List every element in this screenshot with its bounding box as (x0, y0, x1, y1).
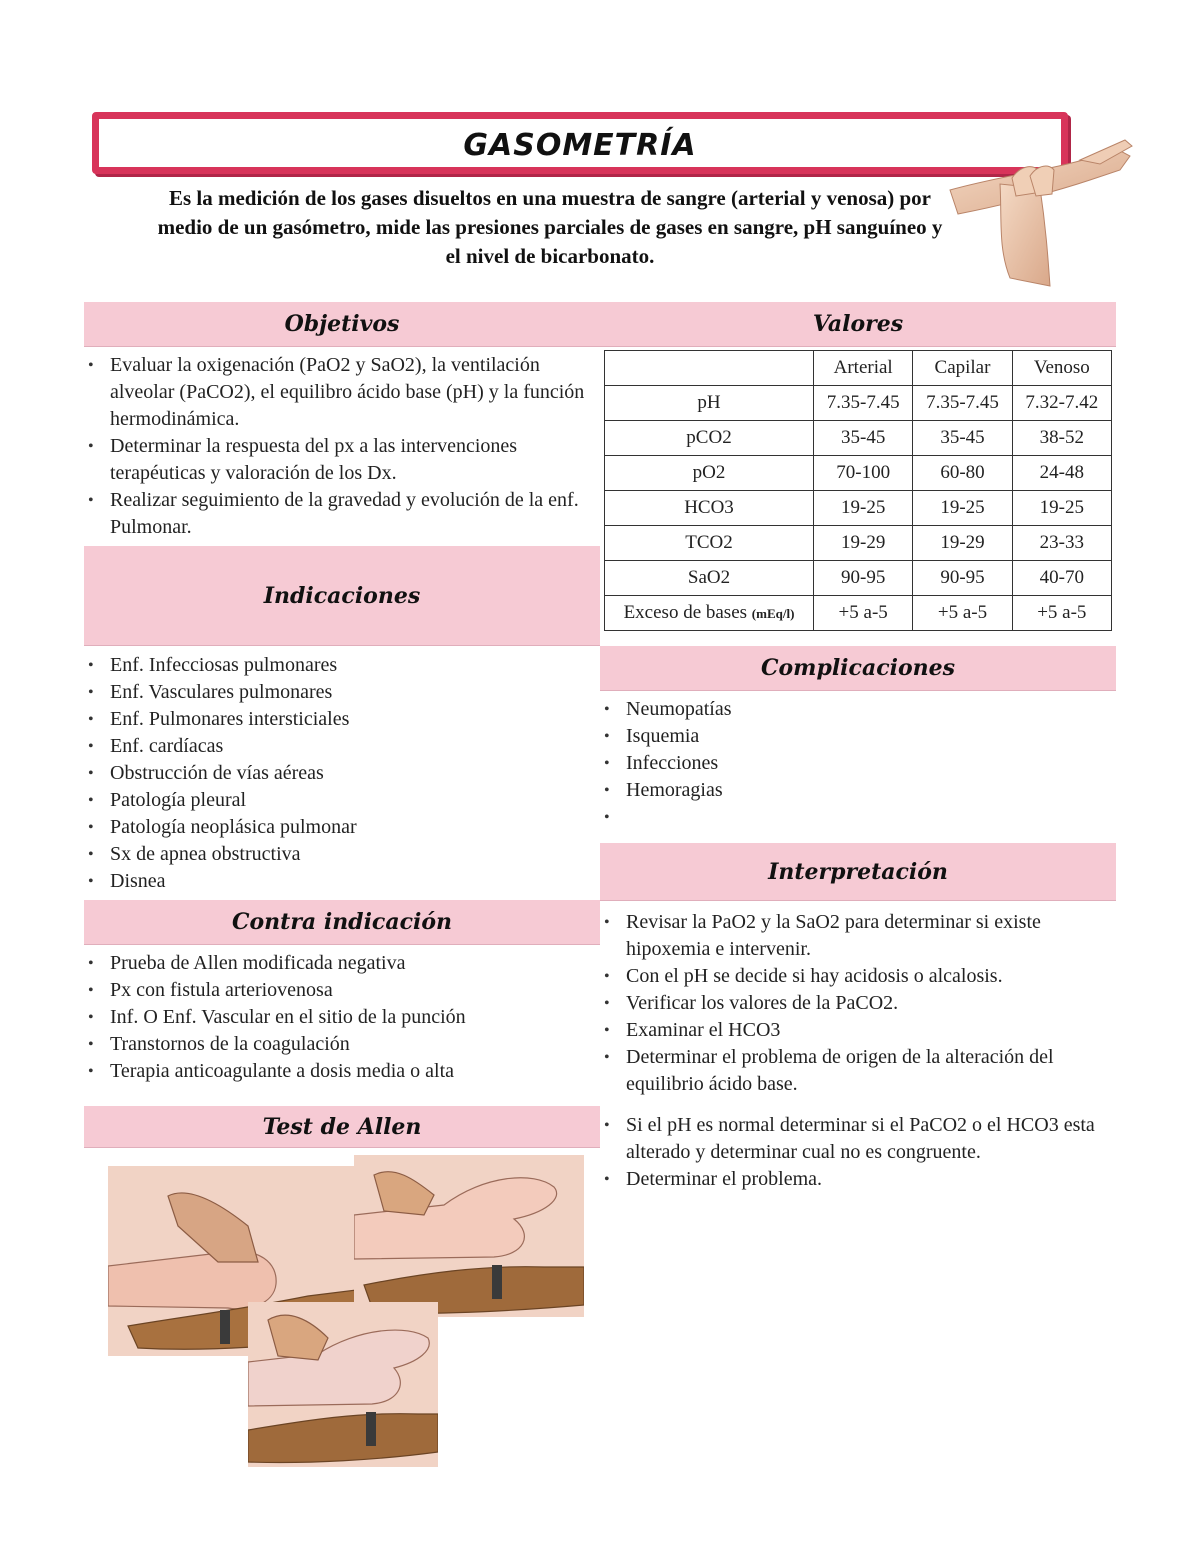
list-item: • Patología neoplásica pulmonar (84, 814, 598, 841)
complicaciones-list (600, 696, 1114, 831)
pulse-check-illustration (940, 118, 1140, 293)
objetivos-list (84, 352, 598, 541)
table-row (605, 456, 1112, 491)
list-item: • Infecciones (600, 750, 1114, 777)
list-item: • Enf. cardíacas (84, 733, 598, 760)
list-item: • Transtornos de la coagulación (84, 1031, 598, 1058)
table-header-cell (605, 351, 814, 386)
list-item: • Obstrucción de vías aéreas (84, 760, 598, 787)
table-cell: +5 a-5 (814, 596, 913, 631)
table-header-row (605, 351, 1112, 386)
list-item: • Determinar el problema. (600, 1166, 1114, 1193)
list-item: • Verificar los valores de la PaCO2. (600, 990, 1114, 1017)
table-cell: 19-29 (814, 526, 913, 561)
list-item: • Examinar el HCO3 (600, 1017, 1114, 1044)
table-cell: 70-100 (814, 456, 913, 491)
table-row-label (605, 596, 814, 631)
list-item: • Isquemia (600, 723, 1114, 750)
table-header-cell: Arterial (814, 351, 913, 386)
row-label-text: Exceso de bases (623, 602, 748, 623)
table-row (605, 526, 1112, 561)
intro-paragraph: Es la medición de los gases disueltos en una muestra de sangre (arterial y venosa) por medio de un gasómetro, mide las presiones parciales de gases en sangre, pH sanguíneo y el nivel de bicarbonato. (157, 186, 943, 268)
table-cell: 24-48 (1012, 456, 1111, 491)
table-cell: 19-29 (913, 526, 1012, 561)
header-indicaciones: Indicaciones (84, 546, 600, 646)
contraindicacion-list (84, 950, 598, 1085)
table-cell: 7.35-7.45 (913, 386, 1012, 421)
table-row-label: SaO2 (605, 561, 814, 596)
table-row (605, 596, 1112, 631)
list-item: • Determinar la respuesta del px a las intervenciones terapéuticas y valoración de los Dx. (84, 433, 598, 487)
table-cell: 90-95 (814, 561, 913, 596)
table-row (605, 491, 1112, 526)
table-cell: 40-70 (1012, 561, 1111, 596)
table-cell: 19-25 (913, 491, 1012, 526)
list-item: • Sx de apnea obstructiva (84, 841, 598, 868)
list-item: • Patología pleural (84, 787, 598, 814)
list-item: • Enf. Vasculares pulmonares (84, 679, 598, 706)
table-row-label: pO2 (605, 456, 814, 491)
allen-test-illustration-3 (248, 1302, 438, 1467)
interpretacion-list-secondary (600, 1112, 1114, 1193)
table-cell: 19-25 (1012, 491, 1111, 526)
list-item: • Realizar seguimiento de la gravedad y evolución de la enf. Pulmonar. (84, 487, 598, 541)
allen-test-illustration-2 (354, 1155, 584, 1317)
table-cell: +5 a-5 (1012, 596, 1111, 631)
list-item: • Revisar la PaO2 y la SaO2 para determinar si existe hipoxemia e intervenir. (600, 909, 1114, 963)
table-cell: 90-95 (913, 561, 1012, 596)
table-cell: 35-45 (913, 421, 1012, 456)
table-row-label: pH (605, 386, 814, 421)
page-title: GASOMETRÍA (463, 128, 697, 163)
table-row-label: HCO3 (605, 491, 814, 526)
indicaciones-list (84, 652, 598, 895)
table-cell: +5 a-5 (913, 596, 1012, 631)
interpretacion-list (600, 909, 1114, 1098)
list-item: • Enf. Pulmonares intersticiales (84, 706, 598, 733)
table-row-label: TCO2 (605, 526, 814, 561)
table-cell: 60-80 (913, 456, 1012, 491)
table-row (605, 421, 1112, 456)
list-item: • Neumopatías (600, 696, 1114, 723)
list-item: • Terapia anticoagulante a dosis media o alta (84, 1058, 598, 1085)
values-table (604, 350, 1112, 631)
list-item: • Disnea (84, 868, 598, 895)
list-item: • Si el pH es normal determinar si el PaCO2 o el HCO3 esta alterado y determinar cual no es congruente. (600, 1112, 1114, 1166)
header-complicaciones: Complicaciones (600, 646, 1116, 691)
list-item: • Evaluar la oxigenación (PaO2 y SaO2), la ventilación alveolar (PaCO2), el equilibro ácido base (pH) y la función hermodinámica. (84, 352, 598, 433)
list-item: • Hemoragias (600, 777, 1114, 804)
table-cell: 23-33 (1012, 526, 1111, 561)
table-cell: 19-25 (814, 491, 913, 526)
header-objetivos: Objetivos (84, 302, 600, 347)
list-item: • Con el pH se decide si hay acidosis o alcalosis. (600, 963, 1114, 990)
table-row (605, 386, 1112, 421)
list-item: • Px con fistula arteriovenosa (84, 977, 598, 1004)
list-item (600, 804, 1114, 831)
table-cell: 38-52 (1012, 421, 1111, 456)
table-cell: 35-45 (814, 421, 913, 456)
table-header-cell: Capilar (913, 351, 1012, 386)
table-cell: 7.32-7.42 (1012, 386, 1111, 421)
list-item: • Enf. Infecciosas pulmonares (84, 652, 598, 679)
header-interpretacion: Interpretación (600, 843, 1116, 901)
list-item: • Inf. O Enf. Vascular en el sitio de la punción (84, 1004, 598, 1031)
list-item: • Determinar el problema de origen de la alteración del equilibrio ácido base. (600, 1044, 1114, 1098)
table-row-label: pCO2 (605, 421, 814, 456)
table-header-cell: Venoso (1012, 351, 1111, 386)
table-row (605, 561, 1112, 596)
row-unit: (mEq/l) (751, 606, 795, 621)
header-test-allen: Test de Allen (84, 1106, 600, 1148)
list-item: • Prueba de Allen modificada negativa (84, 950, 598, 977)
header-valores: Valores (600, 302, 1116, 347)
header-contraindicacion: Contra indicación (84, 900, 600, 945)
table-cell: 7.35-7.45 (814, 386, 913, 421)
